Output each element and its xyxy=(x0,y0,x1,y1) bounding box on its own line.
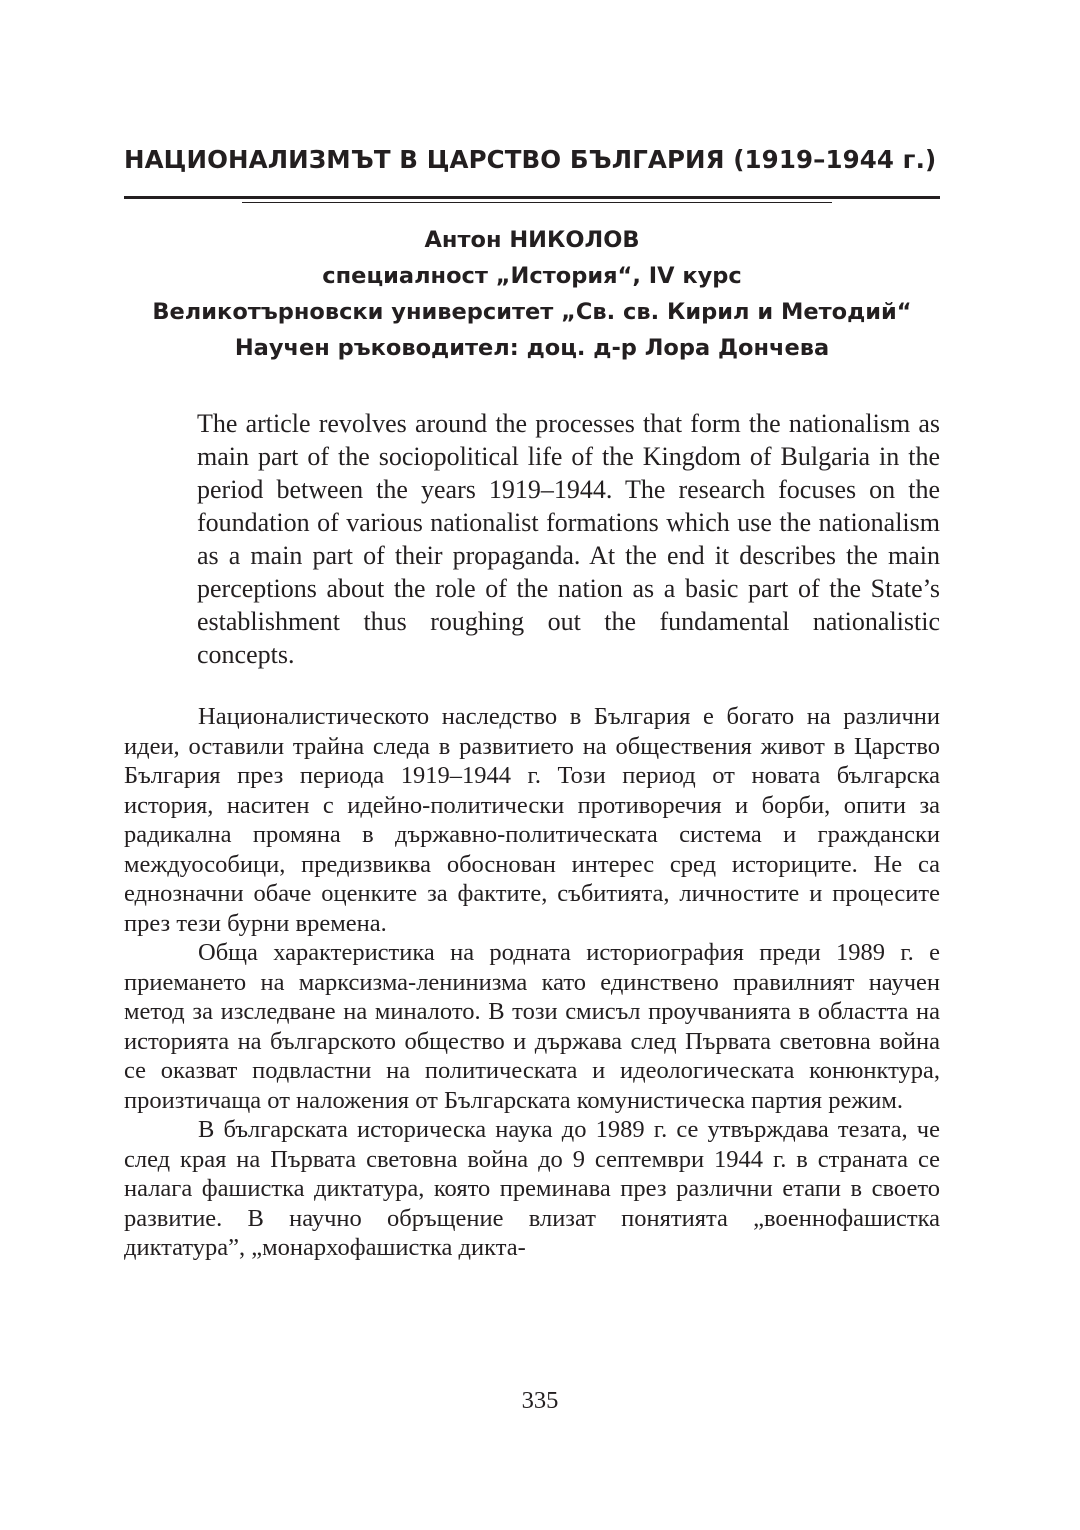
page-number: 335 xyxy=(521,1387,559,1414)
body-paragraph: Обща характеристика на родната историография преди 1989 г. е приемането на марксизма-ленинизма като единствено правилният научен метод за изследване на миналото. В този смисъл проучванията в областта на историята на българското общество и държава след Първата световна война се оказват подвластни на политическата и идеологическата конюнктура, произтичаща от наложения от Българската комунистическа партия режим. xyxy=(124,939,940,1114)
author-block xyxy=(124,222,940,366)
body-paragraph: В българската историческа наука до 1989 г. се утвърждава тезата, че след края на Първата световна война до 9 септември 1944 г. в страната се налага фашистка диктатура, която преминава през различни етапи в своето развитие. В научно обръщение влизат понятията „военнофашистка диктатура”, „монархофашистка дикта- xyxy=(124,1116,940,1261)
body-paragraph: Националистическото наследство в България е богато на различни идеи, оставили трайна следа в развитието на обществения живот в Царство България през периода 1919–1944 г. Този период от новата българска история, наситен с идейно-политически противоречия и борби, опити за радикална промяна в държавно-политическата система и граждански междуособици, предизвиква обоснован интерес сред историците. Не са еднозначни обаче оценките за фактите, събитията, личностите и процесите през тези бурни времена. xyxy=(124,703,940,937)
author-specialty: специалност „История“, IV курс xyxy=(322,263,742,289)
article-title: НАЦИОНАЛИЗМЪТ В ЦАРСТВО БЪЛГАРИЯ (1919–1944 г.) xyxy=(124,145,937,174)
title-rule-thick xyxy=(124,196,940,199)
author-supervisor: Научен ръководител: доц. д-р Лора Дончева xyxy=(234,335,830,361)
abstract: The article revolves around the processes that form the nationalism as main part of the sociopolitical life of the Kingdom of Bulgaria in the period between the years 1919–1944. The research focuses on the foundation of various nationalist formations which use the nationalism as a main part of their propaganda. At the end it describes the main perceptions about the role of the nation as a basic part of the State’s establishment thus roughing out the fundamental nationalistic concepts. xyxy=(197,409,940,669)
title-rule-thin xyxy=(242,202,832,203)
body-text xyxy=(124,702,940,1263)
author-name: Антон НИКОЛОВ xyxy=(424,227,640,253)
author-university: Великотърновски университет „Св. св. Кирил и Методий“ xyxy=(152,299,912,325)
